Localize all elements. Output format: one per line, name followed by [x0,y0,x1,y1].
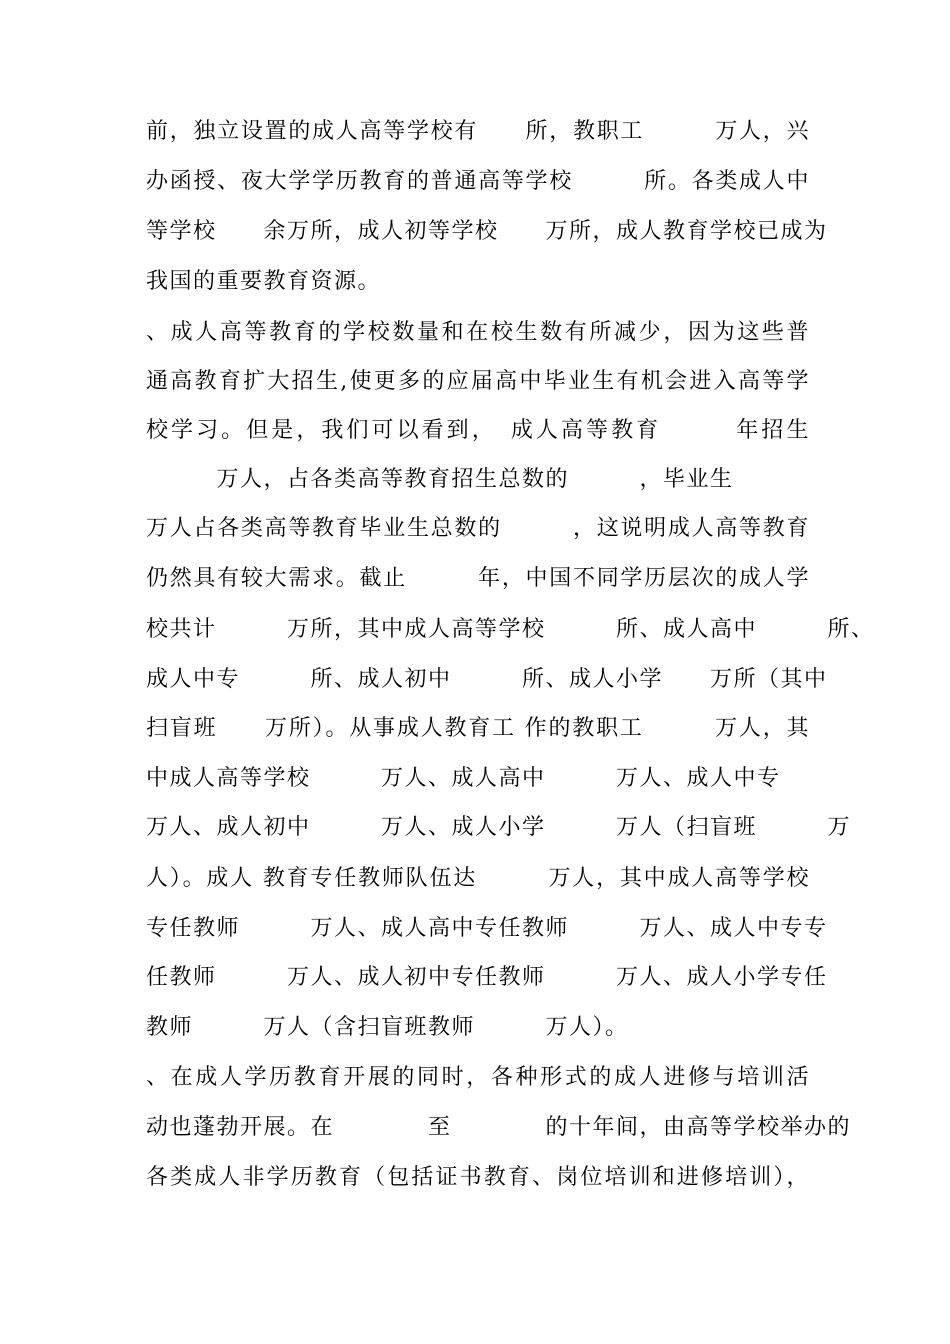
text-line-16: 人）。成人 教育专任教师队伍达 万人，其中成人高等学校 [146,866,810,891]
text-line-21: 动也蓬勃开展。在 至 的十年间，由高等学校举办的 [146,1115,852,1140]
text-line-2: 办函授、夜大学学历教育的普通高等学校 所。各类成人中 [146,169,810,194]
text-line-15: 万人、成人初中 万人、成人小学 万人（扫盲班 万 [146,815,852,840]
text-line-9: 万人占各类高等教育毕业生总数的 ，这说明成人高等教育 [146,516,810,541]
text-line-6: 通高教育扩大招生,使更多的应届高中毕业生有机会进入高等学 [146,369,810,394]
text-line-19: 教师 万人（含扫盲班教师 万人）。 [146,1015,629,1040]
text-line-1: 前，独立设置的成人高等学校有 所，教职工 万人，兴 [146,119,810,144]
text-line-18: 任教师 万人、成人初中专任教师 万人、成人小学专任 [146,965,828,990]
text-line-8: 万人，占各类高等教育招生总数的 ，毕业生 [146,467,734,492]
text-line-3: 等学校 余万所，成人初等学校 万所，成人教育学校已成为 [146,219,828,244]
text-line-4: 我国的重要教育资源。 [146,269,382,294]
text-line-5: 、成人高等教育的学校数量和在校生数有所减少，因为这些普 [146,320,810,345]
text-line-10: 仍然具有较大需求。截止 年，中国不同学历层次的成人学 [146,566,810,591]
text-line-13: 扫盲班 万所）。从事成人教育工 作的教职工 万人，其 [146,716,810,741]
text-line-22: 各类成人非学历教育（包括证书教育、岗位培训和进修培训）， [146,1165,810,1190]
text-line-12: 成人中专 所、成人初中 所、成人小学 万所（其中 [146,667,828,692]
text-line-20: 、在成人学历教育开展的同时，各种形式的成人进修与培训活 [146,1065,810,1090]
text-line-17: 专任教师 万人、成人高中专任教师 万人、成人中专专 [146,916,828,941]
text-line-11: 校共计 万所，其中成人高等学校 所、成人高中 所、 [146,617,875,642]
text-line-7: 校学习。但是，我们可以看到， 成人高等教育 年招生 [146,418,810,443]
text-line-14: 中成人高等学校 万人、成人高中 万人、成人中专 [146,766,781,791]
